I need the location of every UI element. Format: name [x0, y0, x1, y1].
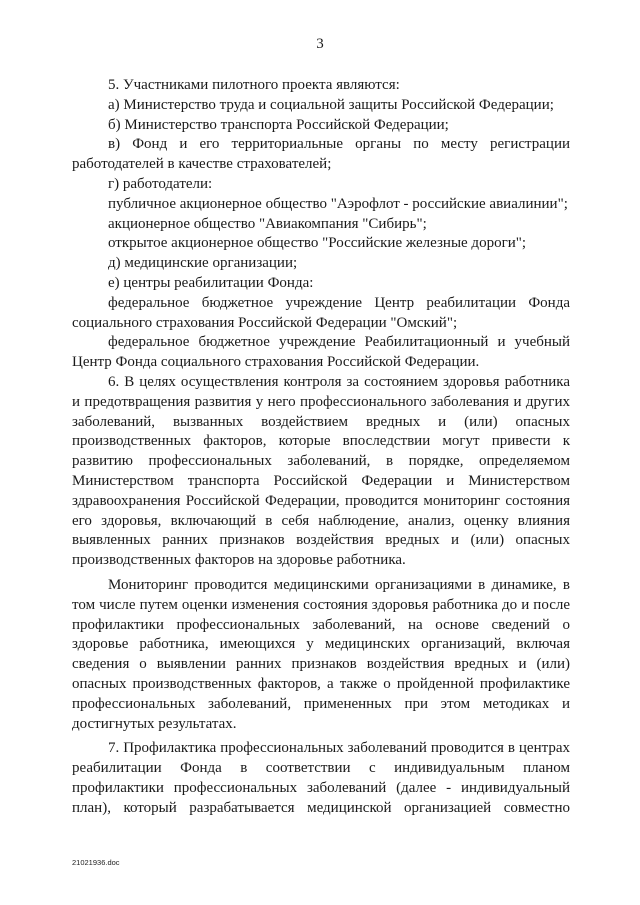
paragraph-6-monitoring: Мониторинг проводится медицинскими организациями в динамике, в том числе путем оценки изменения состояния здоровья работника до и после профилактики профессиональных заболеваний, на основе сведений о здоровье работника, имеющихся у медицинских организаций, включая сведения о выявлении ранних признаков воздействия вредных и (или) опасных производственных факторов, а также о пройденной профилактике профессиональных заболеваний, примененных при этом методиках и достигнутых результатах.	[72, 576, 570, 732]
paragraph-6: 6. В целях осуществления контроля за состоянием здоровья работника и предотвращения развития у него профессионального заболевания и других заболеваний, вызванных воздействием вредных и (или) опасных производственных факторов, которые впоследствии могут привести к развитию профессиональных заболеваний, в порядке, определяемом Министерством транспорта Российской Федерации и Министерством здравоохранения Российской Федерации, проводится мониторинг состояния его здоровья, включающий в себя наблюдение, анализ, оценку влияния выявленных ранних признаков воздействия вредных и (или) опасных производственных факторов на здоровье работника.	[72, 373, 570, 569]
paragraph-5v: в) Фонд и его территориальные органы по месту регистрации работодателей в качестве страхователей;	[72, 136, 570, 173]
page-number: 3	[316, 36, 324, 52]
paragraph-5g-item-1: публичное акционерное общество "Аэрофлот - российские авиалинии";	[108, 195, 568, 212]
paragraph-5e: е) центры реабилитации Фонда:	[108, 274, 314, 291]
paragraph-5g-item-3: открытое акционерное общество "Российские железные дороги";	[108, 235, 527, 252]
paragraph-5e-item-2: федеральное бюджетное учреждение Реабилитационный и учебный Центр Фонда социального страхования Российской Федерации.	[72, 334, 570, 371]
document-filename: 21021936.doc	[72, 858, 120, 867]
document-body	[72, 76, 570, 818]
paragraph-5-intro: 5. Участниками пилотного проекта являются:	[108, 77, 400, 93]
paragraph-5g-item-2: акционерное общество "Авиакомпания "Сибирь";	[108, 215, 427, 232]
paragraph-5b: б) Министерство транспорта Российской Федерации;	[108, 116, 449, 133]
paragraph-7: 7. Профилактика профессиональных заболеваний проводится в центрах реабилитации Фонда в соответствии с индивидуальным планом профилактики профессиональных заболеваний (далее - индивидуальный план), который разрабатывается медицинской организацией совместно	[72, 740, 570, 816]
paragraph-5g: г) работодатели:	[108, 175, 213, 192]
paragraph-5e-item-1: федеральное бюджетное учреждение Центр реабилитации Фонда социального страхования Российской Федерации "Омский";	[72, 294, 570, 331]
paragraph-5a: а) Министерство труда и социальной защиты Российской Федерации;	[108, 96, 554, 113]
paragraph-5d: д) медицинские организации;	[108, 255, 298, 272]
